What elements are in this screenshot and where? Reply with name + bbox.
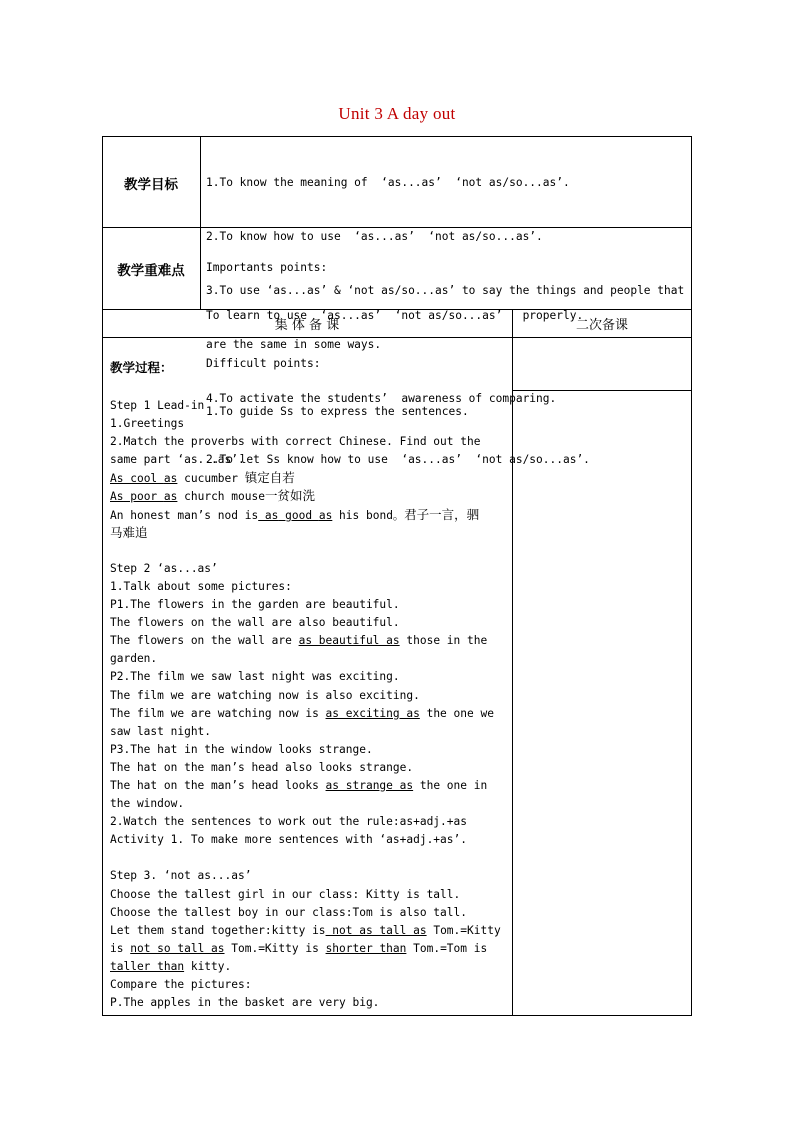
proverb-2: As poor as church mouse一贫如洗 bbox=[110, 488, 315, 504]
key-point-line: Importants points: bbox=[206, 261, 328, 274]
step3-title: Step 3. ‘not as...as’ bbox=[110, 869, 252, 883]
teaching-process bbox=[110, 359, 508, 1012]
step2-line: saw last night. bbox=[110, 724, 212, 738]
step3-line: Compare the pictures: bbox=[110, 978, 252, 991]
objectives-label: 教学目标 bbox=[124, 177, 178, 193]
step3-line: Choose the tallest boy in our class:Tom is also tall. bbox=[110, 905, 467, 919]
step2-line: P3.The hat in the window looks strange. bbox=[110, 742, 373, 756]
key-point-line: To learn to use ‘as...as’ ‘not as/so...as’ properly. bbox=[206, 309, 584, 322]
step2-line: 2.Watch the sentences to work out the rule:as+adj.+as bbox=[110, 815, 467, 829]
step2-line: The film we are watching now is also exciting. bbox=[110, 688, 420, 702]
step2-line: The film we are watching now is as exciting as the one we bbox=[110, 706, 494, 720]
page-title: Unit 3 A day out bbox=[338, 104, 456, 123]
objective-line: 3.To use ‘as...as’ & ‘not as/so...as’ to say the things and people that bbox=[206, 284, 685, 297]
step1-line: 1.Greetings bbox=[110, 417, 185, 431]
objective-line: 4.To activate the students’ awareness of comparing. bbox=[206, 392, 557, 405]
proverb-1: As cool as cucumber 镇定自若 bbox=[110, 470, 295, 486]
step3-line: P.The apples in the basket are very big. bbox=[110, 996, 380, 1010]
proverb-3-cont: 马难追 bbox=[110, 524, 148, 540]
step1-line: same part ‘as...as’. bbox=[110, 453, 245, 467]
step2-line: The flowers on the wall are also beautiful. bbox=[110, 616, 400, 630]
step3-line: Choose the tallest girl in our class: Kitty is tall. bbox=[110, 887, 461, 901]
step3-line: taller than kitty. bbox=[110, 959, 232, 973]
step2-line: The hat on the man’s head looks as strange as the one in bbox=[110, 778, 488, 792]
step2-line: garden. bbox=[110, 652, 158, 666]
step2-line: Activity 1. To make more sentences with ‘as+adj.+as’. bbox=[110, 833, 467, 847]
step2-title: Step 2 ‘as...as’ bbox=[110, 561, 218, 575]
key-points-label: 教学重难点 bbox=[117, 263, 185, 279]
step1-title: Step 1 Lead-in bbox=[110, 399, 205, 412]
step2-line: P2.The film we saw last night was exciting. bbox=[110, 670, 400, 684]
step1-line: 2.Match the proverbs with correct Chinese. Find out the bbox=[110, 435, 481, 449]
label-col-divider bbox=[200, 136, 201, 309]
step2-line: 1.Talk about some pictures: bbox=[110, 579, 292, 593]
step2-line: P1.The flowers in the garden are beautiful. bbox=[110, 598, 400, 612]
objective-line: are the same in some ways. bbox=[206, 338, 382, 351]
step3-line: is not so tall as Tom.=Kitty is shorter than Tom.=Tom is bbox=[110, 941, 488, 955]
proverb-3: An honest man’s nod is as good as his bond。君子一言，驷 bbox=[110, 506, 480, 522]
process-heading: 教学过程： bbox=[110, 360, 173, 375]
objective-line: 2.To know how to use ‘as...as’ ‘not as/so...as’. bbox=[206, 230, 543, 243]
collective-prep-header: 集 体 备 课 bbox=[274, 318, 340, 333]
step2-line: The flowers on the wall are as beautiful as those in the bbox=[110, 634, 488, 648]
step2-line: the window. bbox=[110, 797, 185, 811]
key-point-line: 2.To let Ss know how to use ‘as...as’ ‘not as/so...as’. bbox=[206, 453, 590, 466]
key-point-line: 1.To guide Ss to express the sentences. bbox=[206, 405, 469, 418]
second-prep-header: 二次备课 bbox=[575, 318, 628, 333]
objective-line: 1.To know the meaning of ‘as...as’ ‘not as/so...as’. bbox=[206, 176, 570, 189]
key-point-line: Difficult points: bbox=[206, 357, 321, 370]
step3-line: Let them stand together:kitty is not as tall as Tom.=Kitty bbox=[110, 923, 501, 937]
step2-line: The hat on the man’s head also looks strange. bbox=[110, 760, 414, 774]
